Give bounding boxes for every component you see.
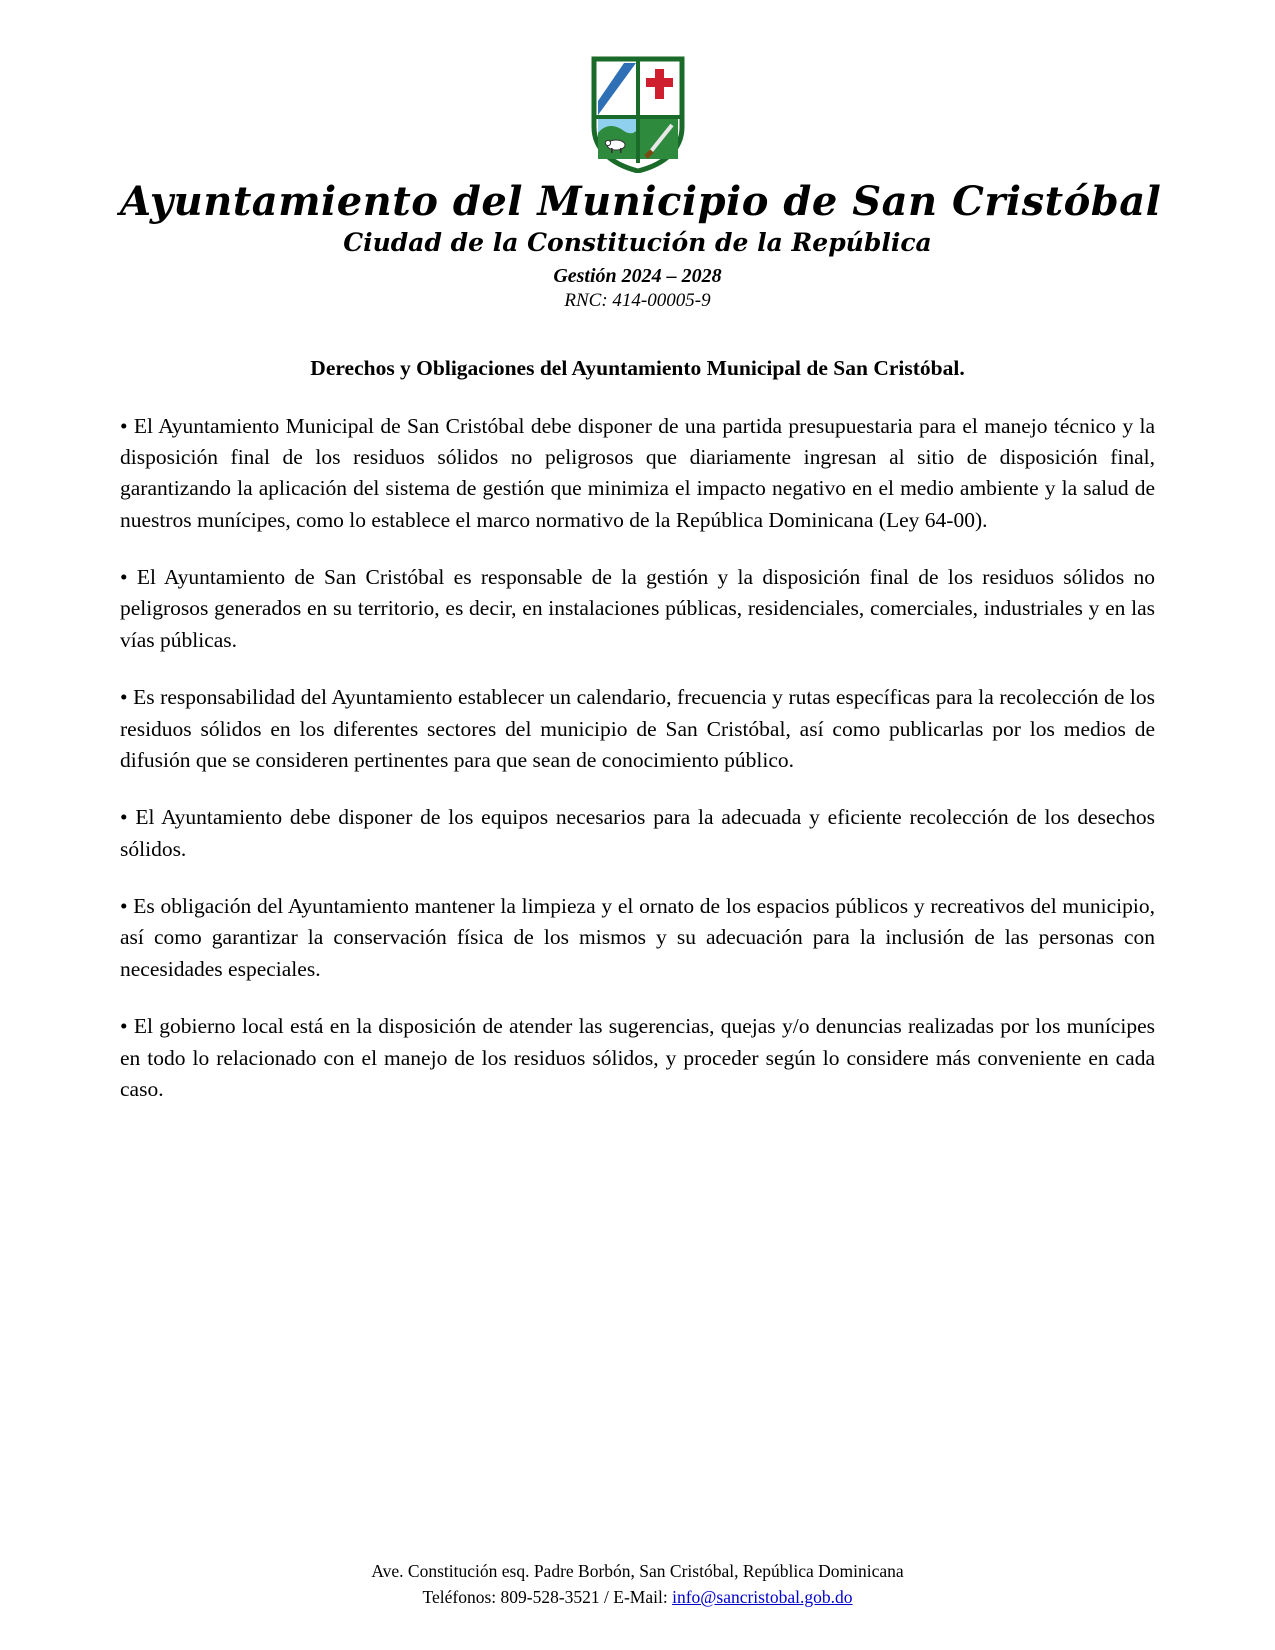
body-paragraph-5: • Es obligación del Ayuntamiento mantener la limpieza y el ornato de los espacios públicos y recreativos del municipio, así como garantizar la conservación física de los mismos y su adecuación para la inclusión de las personas con necesidades especiales. <box>120 894 1155 981</box>
footer-address: Ave. Constitución esq. Padre Borbón, San Cristóbal, República Dominicana <box>371 1561 904 1582</box>
body-paragraph-4: • El Ayuntamiento debe disponer de los equipos necesarios para la adecuada y eficiente recolección de los desechos sólidos. <box>120 805 1155 861</box>
organization-title: Ayuntamiento del Municipio de San Cristóbal <box>120 178 1162 225</box>
footer-phone-label: Teléfonos: 809-528-3521 / E-Mail: <box>422 1586 668 1607</box>
page-footer <box>0 1559 1275 1610</box>
administration-term: Gestión 2024 – 2028 <box>553 264 722 287</box>
organization-subtitle: Ciudad de la Constitución de la República <box>343 228 932 257</box>
footer-email-link[interactable]: info@sancristobal.gob.do <box>672 1586 853 1607</box>
body-paragraph-2: • El Ayuntamiento de San Cristóbal es responsable de la gestión y la disposición final de los residuos sólidos no peligrosos generados en su territorio, es decir, en instalaciones públicas, residenciales, comerciales, industriales y en las vías públicas. <box>120 565 1155 652</box>
body-paragraph-3: • Es responsabilidad del Ayuntamiento establecer un calendario, frecuencia y rutas específicas para la recolección de los residuos sólidos en los diferentes sectores del municipio de San Cristóbal, así como publicarlas por los medios de difusión que se consideren pertinentes para que sean de conocimiento público. <box>120 685 1155 772</box>
document-title: Derechos y Obligaciones del Ayuntamiento Municipal de San Cristóbal. <box>310 355 965 380</box>
crest-container <box>120 55 1155 173</box>
footer-contact-line <box>0 1585 1275 1610</box>
coat-of-arms-icon <box>590 55 686 173</box>
body-paragraph-1: • El Ayuntamiento Municipal de San Cristóbal debe disponer de una partida presupuestaria para el manejo técnico y la disposición final de los residuos sólidos no peligrosos que diariamente ingresan al sitio de disposición final, garantizando la aplicación del sistema de gestión que minimiza el impacto negativo en el medio ambiente y la salud de nuestros munícipes, como lo establece el marco normativo de la República Dominicana (Ley 64-00). <box>120 413 1155 532</box>
rnc-number: RNC: 414-00005-9 <box>564 289 711 311</box>
body-paragraph-6: • El gobierno local está en la disposición de atender las sugerencias, quejas y/o denuncias realizadas por los munícipes en todo lo relacionado con el manejo de los residuos sólidos, y proceder según lo considere más conveniente en cada caso. <box>120 1014 1155 1101</box>
